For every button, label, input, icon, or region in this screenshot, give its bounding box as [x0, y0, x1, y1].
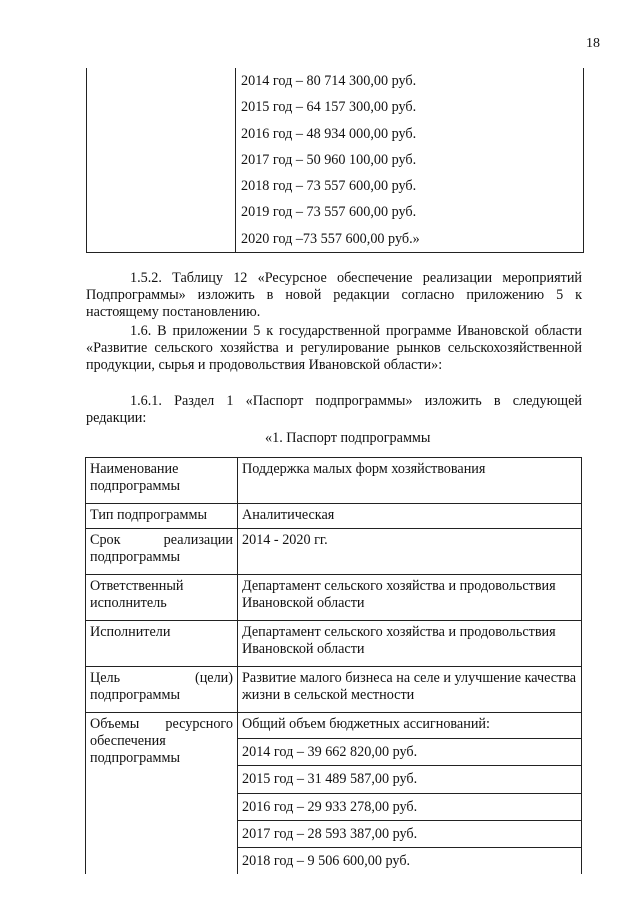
table-row: [86, 575, 582, 621]
volume-label-word-2: ресурсного: [165, 716, 233, 732]
table-row: [86, 713, 582, 875]
funding-row-2015: 2015 год – 64 157 300,00 руб.: [241, 99, 417, 116]
goal-value: Развитие малого бизнеса на селе и улучшение качества жизни в сельской местности: [238, 667, 582, 713]
goal-label: [86, 667, 238, 713]
volume-row-2018: 2018 год – 9 506 600,00 руб.: [238, 847, 581, 874]
table-row: [86, 621, 582, 667]
volume-row-2014: 2014 год – 39 662 820,00 руб.: [238, 738, 581, 765]
passport-title: «1. Паспорт подпрограммы: [265, 430, 431, 446]
volume-row-2016: 2016 год – 29 933 278,00 руб.: [238, 793, 581, 820]
type-label: Тип подпрограммы: [86, 504, 238, 529]
funding-row-2014: 2014 год – 80 714 300,00 руб.: [241, 73, 417, 89]
term-label: [86, 529, 238, 575]
paragraph-1-6-1: 1.6.1. Раздел 1 «Паспорт подпрограммы» изложить в следующей редакции:: [86, 393, 582, 426]
name-label: Наименование подпрограммы: [86, 458, 238, 504]
term-label-word-1: Срок: [90, 532, 121, 548]
type-value: Аналитическая: [238, 504, 582, 529]
passport-table: [85, 457, 582, 874]
goal-label-word-2: (цели): [194, 670, 233, 686]
volume-value: [238, 713, 582, 875]
executors-label: Исполнители: [86, 621, 238, 667]
volume-label: [86, 713, 238, 875]
funding-row-2016: 2016 год – 48 934 000,00 руб.: [241, 125, 417, 142]
responsible-label: Ответственный исполнитель: [86, 575, 238, 621]
volume-label-word-1: Объемы: [90, 716, 140, 732]
table-row: [86, 458, 582, 504]
funding-row-2019: 2019 год – 73 557 600,00 руб.: [241, 204, 417, 221]
paragraph-1-5-2: 1.5.2. Таблицу 12 «Ресурсное обеспечение реализации мероприятий Подпрограммы» изложить в новой редакции согласно приложению 5 к настоящему постановлению.: [86, 270, 582, 320]
volume-row-2017: 2017 год – 28 593 387,00 руб.: [238, 820, 581, 847]
funding-rows: [239, 68, 583, 252]
term-value: 2014 - 2020 гг.: [238, 529, 582, 575]
table-row: [86, 667, 582, 713]
funding-row-2018: 2018 год – 73 557 600,00 руб.: [241, 178, 417, 195]
table-row: [86, 504, 582, 529]
responsible-value: Департамент сельского хозяйства и продовольствия Ивановской области: [238, 575, 582, 621]
funding-continuation-table: [86, 68, 584, 253]
funding-row-2020: 2020 год –73 557 600,00 руб.»: [241, 230, 420, 247]
page-number: 18: [586, 36, 600, 51]
table-divider: [235, 68, 236, 252]
goal-label-word-1: Цель: [90, 670, 121, 686]
paragraph-1-6: 1.6. В приложении 5 к государственной программе Ивановской области «Развитие сельского хозяйства и регулирование рынков сельскохозяйственной продукции, сырья и продовольствия Ивановской области»:: [86, 323, 582, 373]
volume-header: Общий объем бюджетных ассигнований:: [242, 716, 490, 732]
table-row: [86, 529, 582, 575]
volume-row-2015: 2015 год – 31 489 587,00 руб.: [238, 765, 581, 792]
name-value: Поддержка малых форм хозяйствования: [238, 458, 582, 504]
goal-label-word-3: подпрограммы: [90, 687, 180, 703]
funding-row-2017: 2017 год – 50 960 100,00 руб.: [241, 151, 417, 168]
term-label-word-3: подпрограммы: [90, 549, 180, 565]
executors-value: Департамент сельского хозяйства и продовольствия Ивановской области: [238, 621, 582, 667]
term-label-word-2: реализации: [163, 532, 233, 548]
volume-label-word-3: обеспечения подпрограммы: [90, 733, 180, 766]
